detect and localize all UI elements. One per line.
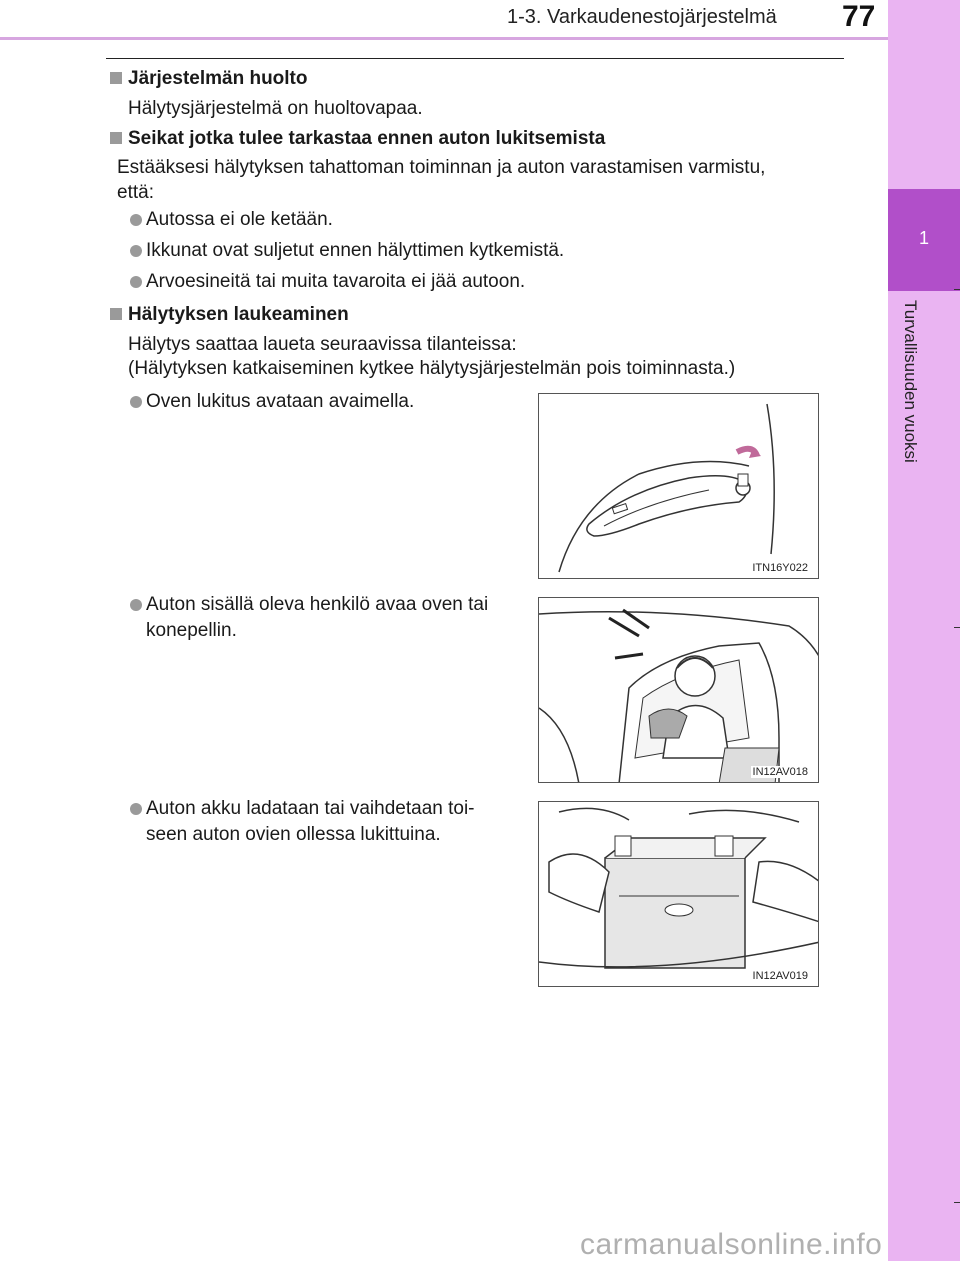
section-body: että: [117,182,154,203]
list-item: Arvoesineitä tai muita tavaroita ei jää autoon. [146,271,526,292]
section-title: 1-3. Varkaudenestojärjestelmä [507,6,777,28]
car-battery-illustration [538,801,819,987]
section-body: (Hälytyksen katkaiseminen kytkee hälytysjärjestelmän pois toiminnasta.) [128,358,736,379]
header-divider [0,37,888,40]
section-heading: Hälytyksen laukeaminen [128,304,349,325]
chapter-label: Turvallisuuden vuoksi [901,300,920,463]
content-top-rule [106,58,844,59]
circle-bullet-icon [130,599,142,611]
circle-bullet-icon [130,245,142,257]
tab-tick-mark [954,1202,960,1203]
section-body: Hälytysjärjestelmä on huoltovapaa. [128,98,423,119]
chapter-number: 1 [918,228,929,248]
circle-bullet-icon [130,276,142,288]
list-item: konepellin. [146,620,237,641]
tab-tick-mark [954,627,960,628]
figure-code: IN12AV019 [752,970,808,982]
square-bullet-icon [110,72,122,84]
section-body: Hälytys saattaa laueta seuraavissa tilanteissa: [128,334,517,355]
section-heading: Seikat jotka tulee tarkastaa ennen auton lukitsemista [128,128,606,149]
circle-bullet-icon [130,396,142,408]
page-number: 77 [842,0,876,33]
list-item: Ikkunat ovat suljetut ennen hälyttimen kytkemistä. [146,240,565,261]
circle-bullet-icon [130,214,142,226]
door-handle-key-illustration [538,393,819,579]
list-item: seen auton ovien ollessa lukittuina. [146,824,441,845]
list-item: Auton sisällä oleva henkilö avaa oven tai [146,594,489,615]
list-item: Oven lukitus avataan avaimella. [146,391,415,412]
section-body: Estääksesi hälytyksen tahattoman toiminnan ja auton varastamisen varmistu, [117,157,766,178]
section-heading: Järjestelmän huolto [128,68,308,89]
square-bullet-icon [110,132,122,144]
circle-bullet-icon [130,803,142,815]
square-bullet-icon [110,308,122,320]
tab-tick-mark [954,289,960,290]
figure-code: ITN16Y022 [752,562,808,574]
person-in-car-illustration [538,597,819,783]
figure-code: IN12AV018 [752,766,808,778]
list-item: Auton akku ladataan tai vaihdetaan toi- [146,798,475,819]
watermark: carmanualsonline.info [580,1228,883,1261]
list-item: Autossa ei ole ketään. [146,209,333,230]
